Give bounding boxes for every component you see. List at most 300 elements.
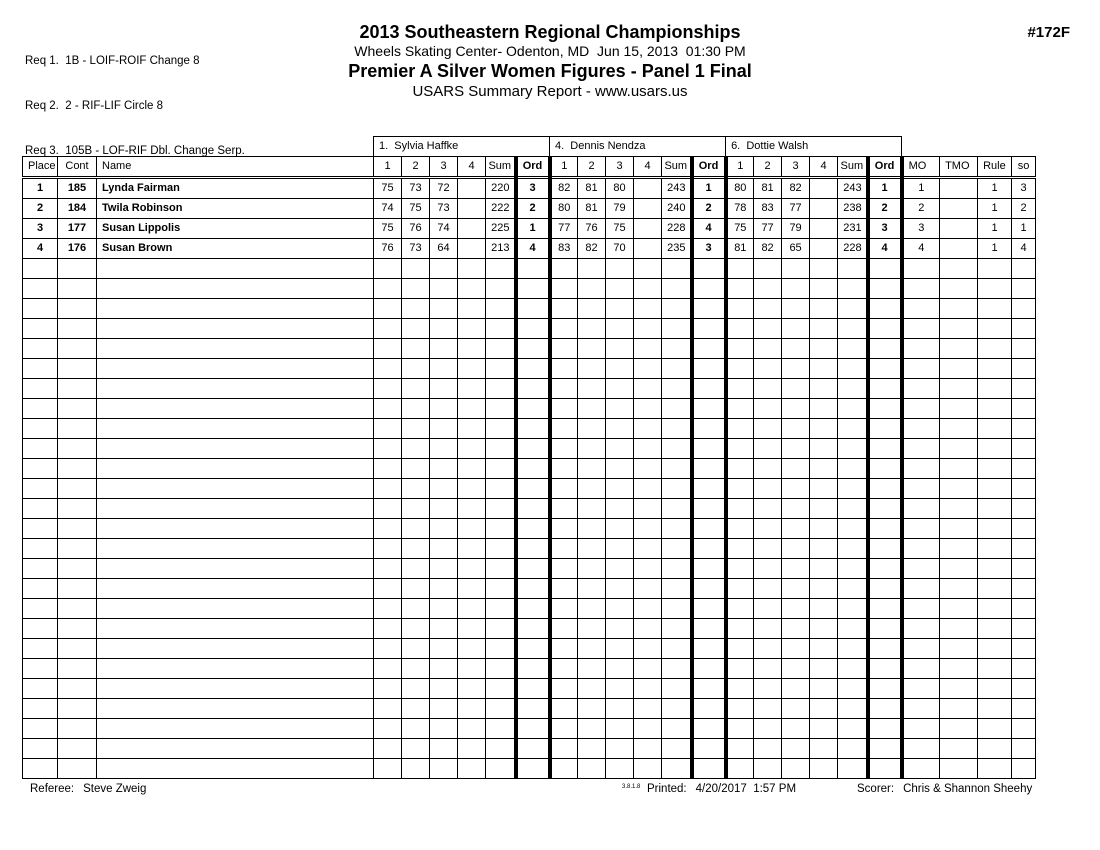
empty-score-cell [606, 719, 634, 739]
empty-score-cell [726, 379, 754, 399]
col-header-score4-judge2: 4 [634, 157, 662, 178]
empty-score-cell [606, 699, 634, 719]
results-table [22, 136, 1036, 779]
judge-name-box-2: 4. Dennis Nendza [550, 137, 726, 157]
empty-tmo-cell [940, 359, 978, 379]
empty-ord-cell [692, 399, 726, 419]
empty-place-cell [23, 459, 58, 479]
empty-sum-cell [838, 379, 868, 399]
name-cell: Twila Robinson [97, 199, 374, 219]
empty-score-cell [810, 599, 838, 619]
empty-score-cell [606, 339, 634, 359]
empty-row [23, 719, 1036, 739]
score1-cell-judge2: 82 [550, 178, 578, 199]
empty-score-cell [810, 699, 838, 719]
empty-score-cell [458, 739, 486, 759]
mo-cell: 3 [902, 219, 940, 239]
empty-score-cell [550, 339, 578, 359]
empty-tmo-cell [940, 459, 978, 479]
empty-score-cell [374, 539, 402, 559]
empty-score-cell [458, 619, 486, 639]
empty-ord-cell [868, 659, 902, 679]
empty-score-cell [550, 519, 578, 539]
empty-score-cell [402, 279, 430, 299]
empty-name-cell [97, 279, 374, 299]
empty-sum-cell [486, 579, 516, 599]
empty-score-cell [402, 479, 430, 499]
cont-cell: 184 [58, 199, 97, 219]
empty-score-cell [606, 679, 634, 699]
empty-score-cell [754, 479, 782, 499]
ord-cell-judge3: 2 [868, 199, 902, 219]
empty-ord-cell [868, 499, 902, 519]
empty-rule-cell [978, 499, 1012, 519]
empty-score-cell [402, 579, 430, 599]
table-row [23, 199, 1036, 219]
empty-score-cell [578, 359, 606, 379]
empty-ord-cell [868, 419, 902, 439]
empty-score-cell [402, 359, 430, 379]
empty-score-cell [810, 299, 838, 319]
empty-name-cell [97, 679, 374, 699]
so-cell: 4 [1012, 239, 1036, 259]
empty-score-cell [458, 299, 486, 319]
empty-place-cell [23, 699, 58, 719]
empty-score-cell [810, 719, 838, 739]
empty-score-cell [634, 739, 662, 759]
so-cell: 3 [1012, 178, 1036, 199]
empty-so-cell [1012, 619, 1036, 639]
empty-row [23, 479, 1036, 499]
empty-name-cell [97, 479, 374, 499]
empty-score-cell [782, 739, 810, 759]
empty-mo-cell [902, 699, 940, 719]
score1-cell-judge3: 80 [726, 178, 754, 199]
empty-ord-cell [516, 639, 550, 659]
empty-ord-cell [516, 419, 550, 439]
score4-cell-judge3 [810, 239, 838, 259]
empty-place-cell [23, 359, 58, 379]
empty-sum-cell [486, 419, 516, 439]
empty-name-cell [97, 319, 374, 339]
empty-score-cell [754, 599, 782, 619]
empty-score-cell [458, 339, 486, 359]
empty-score-cell [550, 359, 578, 379]
empty-mo-cell [902, 279, 940, 299]
empty-so-cell [1012, 259, 1036, 279]
empty-ord-cell [692, 699, 726, 719]
empty-score-cell [458, 639, 486, 659]
sum-cell-judge3: 243 [838, 178, 868, 199]
column-header-row [23, 157, 1036, 178]
empty-score-cell [634, 639, 662, 659]
empty-score-cell [458, 699, 486, 719]
ord-cell-judge3: 1 [868, 178, 902, 199]
empty-sum-cell [486, 399, 516, 419]
empty-sum-cell [486, 339, 516, 359]
empty-score-cell [726, 439, 754, 459]
empty-score-cell [810, 259, 838, 279]
empty-sum-cell [838, 539, 868, 559]
empty-mo-cell [902, 459, 940, 479]
empty-score-cell [402, 339, 430, 359]
empty-place-cell [23, 259, 58, 279]
empty-ord-cell [868, 539, 902, 559]
empty-name-cell [97, 359, 374, 379]
empty-score-cell [606, 319, 634, 339]
empty-row [23, 419, 1036, 439]
empty-score-cell [578, 699, 606, 719]
empty-score-cell [634, 379, 662, 399]
col-header-score3-judge2: 3 [606, 157, 634, 178]
empty-score-cell [430, 579, 458, 599]
empty-score-cell [430, 419, 458, 439]
empty-sum-cell [838, 739, 868, 759]
empty-rule-cell [978, 519, 1012, 539]
empty-row [23, 539, 1036, 559]
cont-cell: 185 [58, 178, 97, 199]
ord-cell-judge2: 2 [692, 199, 726, 219]
score2-cell-judge3: 82 [754, 239, 782, 259]
empty-ord-cell [692, 339, 726, 359]
empty-cont-cell [58, 299, 97, 319]
empty-sum-cell [838, 559, 868, 579]
empty-ord-cell [868, 399, 902, 419]
empty-score-cell [430, 319, 458, 339]
tmo-cell [940, 199, 978, 219]
title-block [0, 22, 1100, 102]
empty-cont-cell [58, 579, 97, 599]
empty-score-cell [402, 659, 430, 679]
empty-score-cell [754, 519, 782, 539]
empty-score-cell [754, 499, 782, 519]
score4-cell-judge2 [634, 199, 662, 219]
empty-score-cell [634, 339, 662, 359]
empty-score-cell [458, 579, 486, 599]
empty-sum-cell [838, 519, 868, 539]
empty-score-cell [634, 279, 662, 299]
empty-sum-cell [662, 459, 692, 479]
empty-score-cell [578, 519, 606, 539]
empty-score-cell [374, 299, 402, 319]
empty-row [23, 699, 1036, 719]
tmo-cell [940, 239, 978, 259]
empty-cont-cell [58, 339, 97, 359]
empty-place-cell [23, 299, 58, 319]
empty-cont-cell [58, 319, 97, 339]
empty-ord-cell [868, 719, 902, 739]
empty-score-cell [578, 419, 606, 439]
empty-score-cell [726, 519, 754, 539]
empty-ord-cell [692, 679, 726, 699]
empty-score-cell [782, 619, 810, 639]
empty-ord-cell [692, 559, 726, 579]
empty-rule-cell [978, 679, 1012, 699]
col-header-tmo: TMO [940, 157, 978, 178]
empty-ord-cell [692, 259, 726, 279]
empty-score-cell [726, 739, 754, 759]
empty-place-cell [23, 619, 58, 639]
empty-place-cell [23, 399, 58, 419]
empty-name-cell [97, 579, 374, 599]
empty-tmo-cell [940, 519, 978, 539]
empty-sum-cell [838, 259, 868, 279]
col-header-score3-judge3: 3 [782, 157, 810, 178]
empty-score-cell [550, 699, 578, 719]
empty-so-cell [1012, 559, 1036, 579]
place-cell: 1 [23, 178, 58, 199]
printed-datetime: 4/20/2017 1:57 PM [695, 783, 797, 795]
empty-so-cell [1012, 319, 1036, 339]
sum-cell-judge3: 231 [838, 219, 868, 239]
empty-score-cell [810, 319, 838, 339]
empty-score-cell [782, 259, 810, 279]
sum-cell-judge1: 213 [486, 239, 516, 259]
empty-score-cell [726, 639, 754, 659]
empty-score-cell [782, 579, 810, 599]
empty-row [23, 399, 1036, 419]
empty-score-cell [754, 319, 782, 339]
empty-score-cell [430, 379, 458, 399]
score1-cell-judge3: 75 [726, 219, 754, 239]
empty-score-cell [430, 259, 458, 279]
name-cell: Susan Lippolis [97, 219, 374, 239]
empty-sum-cell [486, 759, 516, 779]
empty-cont-cell [58, 539, 97, 559]
empty-sum-cell [486, 319, 516, 339]
empty-name-cell [97, 759, 374, 779]
tmo-cell [940, 219, 978, 239]
empty-sum-cell [662, 739, 692, 759]
empty-score-cell [754, 759, 782, 779]
empty-score-cell [550, 399, 578, 419]
empty-sum-cell [486, 619, 516, 639]
empty-score-cell [810, 399, 838, 419]
empty-tmo-cell [940, 379, 978, 399]
empty-score-cell [726, 259, 754, 279]
score4-cell-judge1 [458, 239, 486, 259]
empty-score-cell [430, 619, 458, 639]
referee-label: Referee: [30, 783, 75, 795]
empty-score-cell [402, 299, 430, 319]
empty-score-cell [374, 759, 402, 779]
empty-score-cell [578, 279, 606, 299]
empty-score-cell [634, 419, 662, 439]
sum-cell-judge2: 228 [662, 219, 692, 239]
ord-cell-judge1: 2 [516, 199, 550, 219]
empty-score-cell [550, 319, 578, 339]
score3-cell-judge2: 80 [606, 178, 634, 199]
empty-score-cell [402, 259, 430, 279]
empty-score-cell [810, 559, 838, 579]
empty-score-cell [402, 759, 430, 779]
empty-sum-cell [486, 639, 516, 659]
empty-rule-cell [978, 599, 1012, 619]
empty-score-cell [374, 699, 402, 719]
ord-cell-judge1: 3 [516, 178, 550, 199]
empty-score-cell [754, 439, 782, 459]
sum-cell-judge3: 238 [838, 199, 868, 219]
empty-score-cell [430, 599, 458, 619]
empty-score-cell [606, 359, 634, 379]
empty-place-cell [23, 539, 58, 559]
empty-cont-cell [58, 739, 97, 759]
empty-ord-cell [516, 339, 550, 359]
empty-ord-cell [868, 619, 902, 639]
empty-sum-cell [662, 499, 692, 519]
empty-score-cell [782, 399, 810, 419]
empty-cont-cell [58, 599, 97, 619]
empty-ord-cell [692, 299, 726, 319]
empty-score-cell [458, 399, 486, 419]
empty-score-cell [810, 339, 838, 359]
score4-cell-judge2 [634, 178, 662, 199]
empty-score-cell [606, 459, 634, 479]
empty-score-cell [606, 639, 634, 659]
rule-cell: 1 [978, 178, 1012, 199]
empty-mo-cell [902, 299, 940, 319]
empty-sum-cell [662, 679, 692, 699]
empty-rule-cell [978, 379, 1012, 399]
judge-band-row [23, 137, 1036, 157]
empty-score-cell [810, 519, 838, 539]
empty-name-cell [97, 259, 374, 279]
empty-score-cell [726, 579, 754, 599]
col-header-ord-judge2: Ord [692, 157, 726, 178]
empty-so-cell [1012, 399, 1036, 419]
empty-tmo-cell [940, 679, 978, 699]
empty-score-cell [430, 299, 458, 319]
empty-score-cell [458, 419, 486, 439]
score2-cell-judge1: 75 [402, 199, 430, 219]
empty-tmo-cell [940, 739, 978, 759]
empty-score-cell [810, 539, 838, 559]
empty-sum-cell [486, 379, 516, 399]
empty-score-cell [458, 759, 486, 779]
empty-score-cell [634, 539, 662, 559]
empty-mo-cell [902, 659, 940, 679]
empty-name-cell [97, 539, 374, 559]
empty-name-cell [97, 619, 374, 639]
empty-ord-cell [868, 479, 902, 499]
sum-cell-judge2: 235 [662, 239, 692, 259]
empty-score-cell [810, 739, 838, 759]
empty-score-cell [782, 419, 810, 439]
empty-ord-cell [516, 599, 550, 619]
empty-score-cell [430, 759, 458, 779]
score3-cell-judge3: 79 [782, 219, 810, 239]
empty-score-cell [726, 679, 754, 699]
empty-name-cell [97, 459, 374, 479]
score2-cell-judge3: 81 [754, 178, 782, 199]
empty-score-cell [810, 419, 838, 439]
score3-cell-judge2: 70 [606, 239, 634, 259]
empty-cont-cell [58, 499, 97, 519]
empty-score-cell [606, 599, 634, 619]
empty-score-cell [578, 379, 606, 399]
empty-ord-cell [868, 439, 902, 459]
col-header-name: Name [97, 157, 374, 178]
empty-score-cell [374, 319, 402, 339]
empty-score-cell [754, 299, 782, 319]
empty-name-cell [97, 299, 374, 319]
empty-score-cell [374, 359, 402, 379]
empty-score-cell [726, 599, 754, 619]
empty-score-cell [430, 679, 458, 699]
empty-score-cell [606, 659, 634, 679]
empty-sum-cell [838, 659, 868, 679]
empty-score-cell [402, 539, 430, 559]
empty-tmo-cell [940, 479, 978, 499]
empty-mo-cell [902, 679, 940, 699]
empty-mo-cell [902, 559, 940, 579]
empty-score-cell [430, 479, 458, 499]
score2-cell-judge2: 76 [578, 219, 606, 239]
empty-score-cell [578, 679, 606, 699]
scorer-names: Chris & Shannon Sheehy [903, 783, 1033, 795]
empty-sum-cell [838, 579, 868, 599]
empty-sum-cell [486, 559, 516, 579]
empty-rule-cell [978, 319, 1012, 339]
empty-score-cell [374, 419, 402, 439]
empty-name-cell [97, 499, 374, 519]
software-version: 3.8.1.8 [622, 784, 641, 790]
empty-score-cell [550, 759, 578, 779]
empty-score-cell [550, 419, 578, 439]
empty-place-cell [23, 639, 58, 659]
empty-ord-cell [516, 579, 550, 599]
empty-score-cell [402, 399, 430, 419]
empty-ord-cell [516, 459, 550, 479]
empty-cont-cell [58, 399, 97, 419]
empty-name-cell [97, 339, 374, 359]
empty-score-cell [430, 279, 458, 299]
empty-row [23, 379, 1036, 399]
empty-tmo-cell [940, 259, 978, 279]
col-header-ord-judge3: Ord [868, 157, 902, 178]
empty-name-cell [97, 719, 374, 739]
empty-so-cell [1012, 739, 1036, 759]
empty-ord-cell [516, 319, 550, 339]
empty-score-cell [782, 519, 810, 539]
empty-score-cell [782, 559, 810, 579]
empty-ord-cell [516, 259, 550, 279]
referee-name: Steve Zweig [83, 783, 147, 795]
empty-ord-cell [516, 559, 550, 579]
score1-cell-judge1: 74 [374, 199, 402, 219]
empty-sum-cell [662, 339, 692, 359]
empty-so-cell [1012, 639, 1036, 659]
empty-score-cell [578, 579, 606, 599]
empty-ord-cell [868, 359, 902, 379]
empty-ord-cell [868, 739, 902, 759]
empty-score-cell [782, 539, 810, 559]
empty-place-cell [23, 659, 58, 679]
cont-cell: 176 [58, 239, 97, 259]
score4-cell-judge2 [634, 219, 662, 239]
empty-score-cell [754, 619, 782, 639]
empty-score-cell [430, 359, 458, 379]
empty-ord-cell [516, 739, 550, 759]
empty-score-cell [458, 319, 486, 339]
empty-mo-cell [902, 439, 940, 459]
ord-cell-judge3: 3 [868, 219, 902, 239]
empty-sum-cell [486, 599, 516, 619]
col-header-place: Place [23, 157, 58, 178]
empty-row [23, 339, 1036, 359]
empty-score-cell [726, 759, 754, 779]
empty-score-cell [810, 639, 838, 659]
